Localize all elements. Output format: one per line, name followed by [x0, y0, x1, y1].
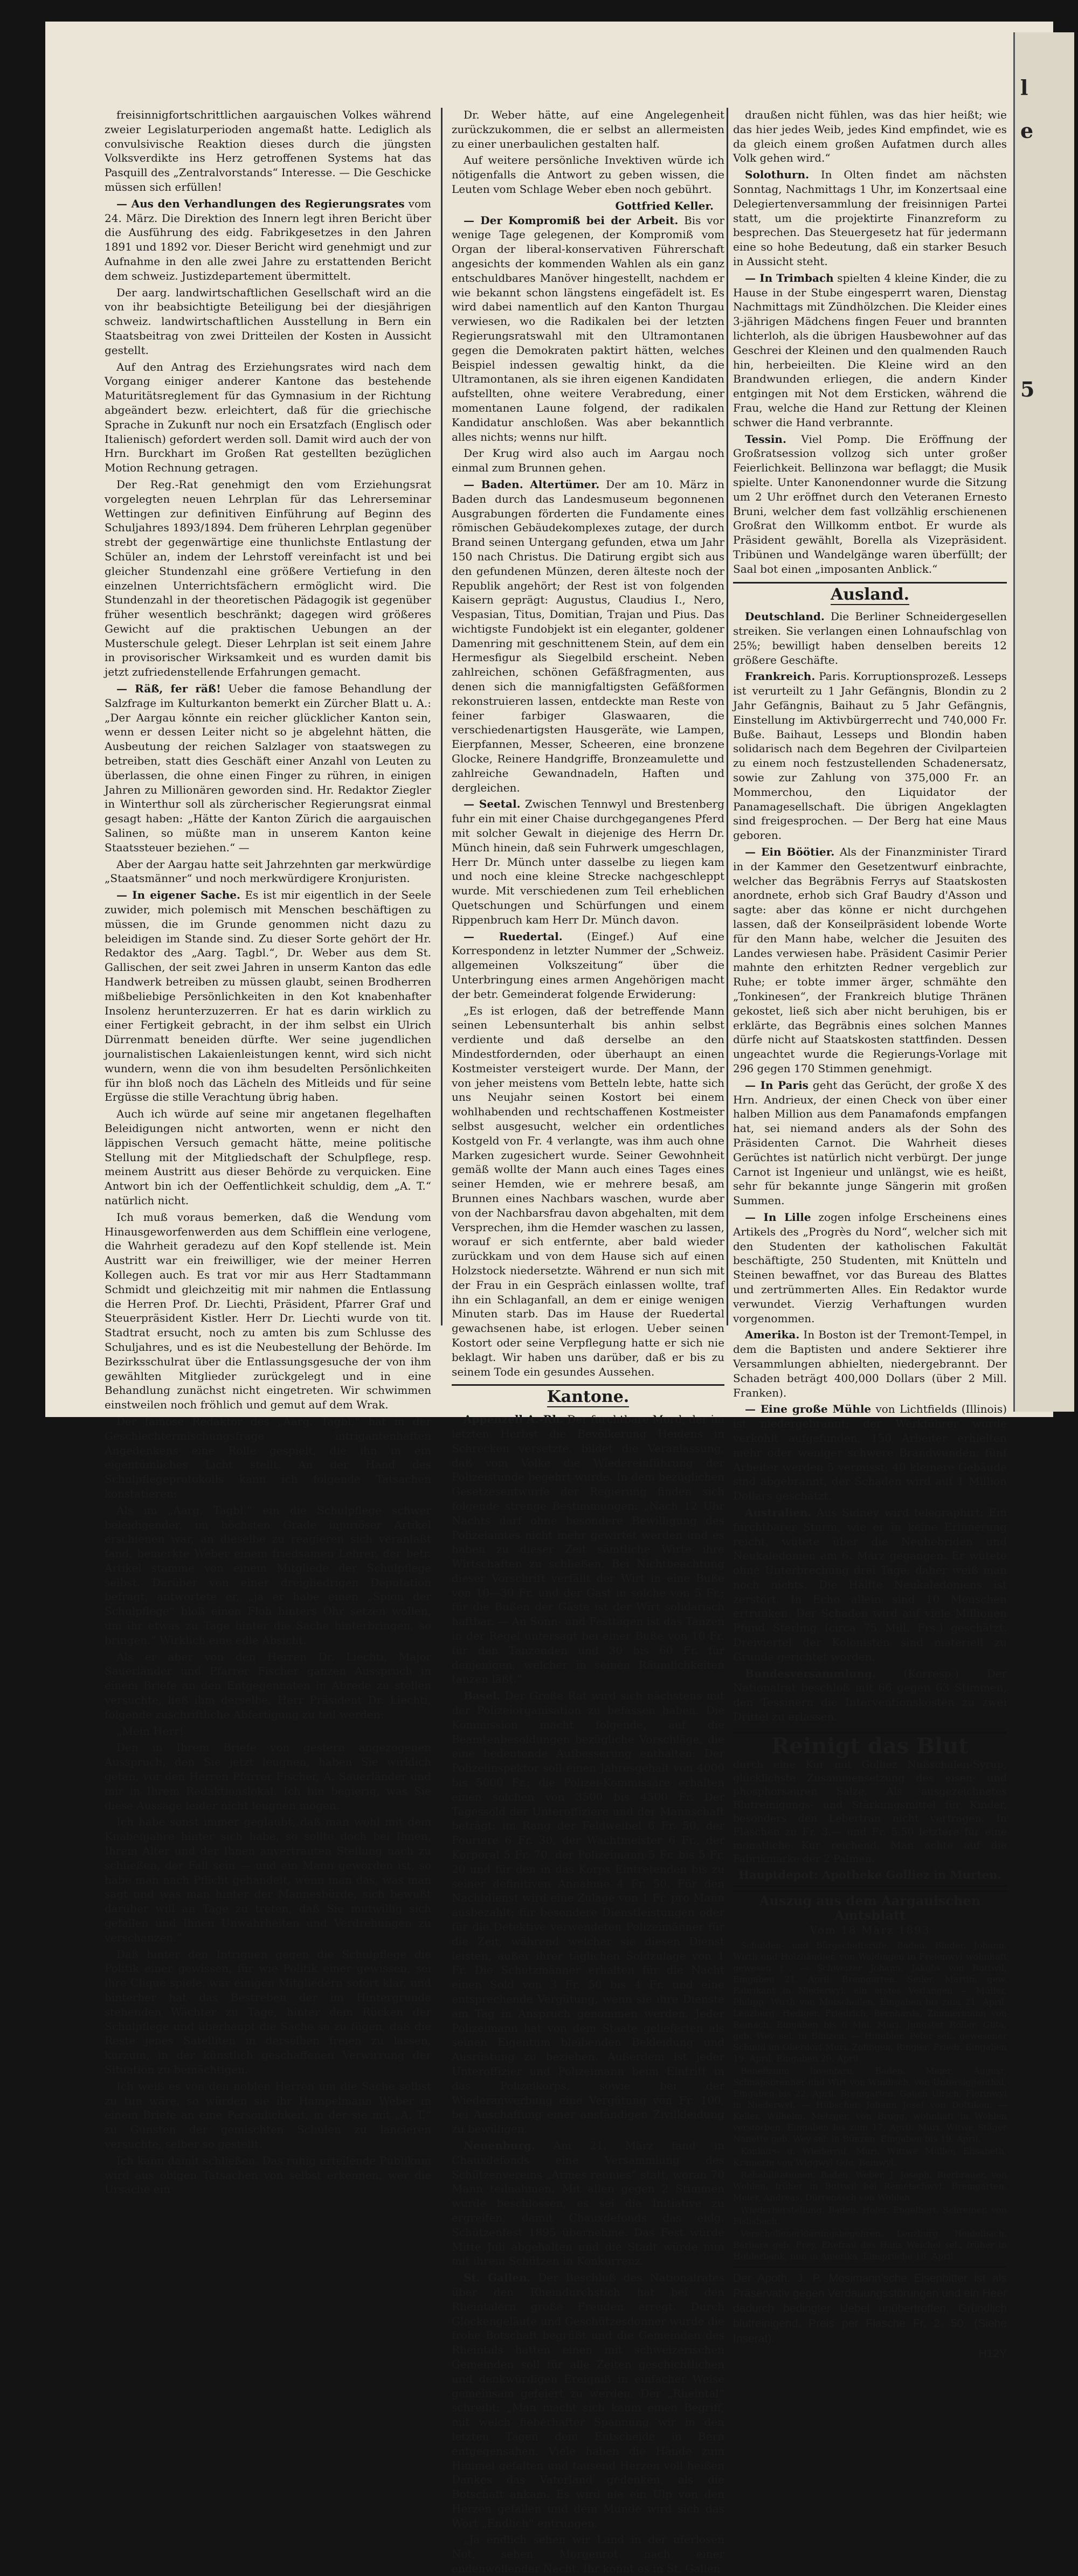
- advertisement-eisenbitter: [733, 2266, 1007, 2362]
- paragraph-lead: Frankreich.: [745, 670, 816, 683]
- paragraph-text: (Korresp.) Der Nationalrat beschloß mit 66 gegen 63 Stimmen, den Tessinern die Interventionskosten zu zwei Drittel zu erlassen.: [733, 1667, 1007, 1724]
- article-paragraph: [452, 477, 724, 795]
- paragraph-text: Der Reg.-Rat genehmigt den vom Erziehungsrat vorgelegten neuen Lehrplan für das Lehrerseminar Wettingen zur definitiven Einführung auf Beginn des Schuljahres 1893/1894. Dem früheren Lehrplan gegenüber strebt der gegenwärtige eine thunlichste Entlastung der Schüler an, indem der Lehrstoff vereinfacht ist und bei gleicher Stundenzahl eine größere Vertiefung in den einzelnen Unterrichtsfächern ermöglicht wird. Die Stundenzahl in der theoretischen Pädagogik ist gegenüber früher wesentlich beschränkt; dagegen wird größeres Gewicht auf die praktischen Uebungen an der Musterschule gelegt. Dieser Lehrplan ist seit einem Jahre in provisorischer Wirksamkeit und es wurden damit bis jetzt zufriedenstellende Erfahrungen gemacht.: [105, 477, 431, 679]
- column-rule: [727, 108, 728, 1325]
- paragraph-lead: — Räß, fer räß!: [116, 682, 221, 696]
- article-paragraph: [452, 446, 724, 475]
- article-paragraph: [105, 360, 431, 475]
- article-paragraph: [733, 432, 1007, 577]
- edge-fragment: 5: [1020, 377, 1035, 401]
- paragraph-text: Dr. Weber hätte, auf eine Angelegenheit zurückzukommen, die er selbst an allermeisten zu einer unerbaulichen gestalten half.: [452, 108, 724, 150]
- article-paragraph: [733, 1667, 1007, 1724]
- paragraph-text: freisinnigfortschrittlichen aargauischen Volkes während zweier Legislaturperioden angemaßt hatte. Lediglich als convulsivische Reaktion dieses durch die jüngsten Volksverdikte ins Herz getroffenen Systems hat das Pasquill des „Zentralvorstands“ Interesse. — Die Geschicke müssen sich erfüllen!: [105, 108, 431, 193]
- article-paragraph: [105, 286, 431, 358]
- paragraph-text: „Ja endlich sehen wir Land in der uferlosen Not, sehen Morgenrot nach einer endenwollender Nacht. Ihr könnt es in St. Gallen: [452, 2533, 724, 2575]
- article-paragraph: [733, 108, 1007, 165]
- article-paragraph: [105, 1740, 431, 1813]
- article-paragraph: [105, 888, 431, 1105]
- amtsblatt-entry: Rehabilitationen. Baden. Weber, J. Joseph, Bierbrauer, von Wohlen, früher in Buttwil bei Remetschwyl. Bremgarten. Meier, Andreas, Dürrenäsch von Wohlen.: [733, 2169, 1007, 2203]
- article-paragraph: [452, 1412, 724, 1686]
- paragraph-lead: — Der Kompromiß bei der Arbeit.: [464, 213, 679, 227]
- paragraph-text: (Eingef.) Auf eine Korrespondenz in letzter Nummer der „Schweiz. allgemeinen Volkszeitung“ über die Unterbringung eines armen Angehörigen macht der betr. Gemeinderat folgende Erwiderung:: [452, 929, 725, 1001]
- article-paragraph: [105, 1503, 431, 1648]
- ad-code: H12Y: [978, 2347, 1007, 2360]
- column-1: [105, 108, 431, 2196]
- paragraph-text: Die Berliner Schneidergesellen streiken. Sie verlangen einen Lohnaufschlag von 25%; bewilligt haben denselben bereits 12 größere Geschäfte.: [733, 610, 1007, 666]
- paragraph-lead: Australien.: [745, 1505, 812, 1519]
- article-paragraph: [452, 2138, 724, 2268]
- amtsblatt-entry: Benefizium Inventarii. Baden. Meier, August, Schnapsbrenner und Wirt von Windisch, von Untersiggenthal, Eingaben bis 22. April. Bremgarten. Gauch Ulrich, Florinwyl in Niederwyl. — Hübscher, Johann Josef von Dottikon. — Keller, Wilhelm, Metzger, von Brugg, wohnhaft in Wohlen verstorben. Eingaben bis zum 17. April. Muri. Witwe Stäger Nanette geb. Wey sel. in Bünzen. Eingaben bis 19. April.: [733, 2065, 1007, 2144]
- paragraph-text: Der aarg. landwirtschaftlichen Gesellschaft wird an die von ihr beabsichtigte Beteiligung bei der diesjährigen schweiz. landwirtschaftlichen Ausstellung in Bern ein Staatsbeitrag von zwei Dritteilen der Kosten in Aussicht gestellt.: [105, 286, 431, 357]
- paragraph-text: zogen infolge Erscheinens eines Artikels des „Progrès du Nord“, welcher sich mit den Studenten der katholischen Fakultät beschäftigte, 250 Studenten, mit Knütteln und Steinen bewaffnet, vor das Bureau des Blattes und zertrümmerten Alles. Ein Redaktor wurde verwundet. Vierzig Verhaftungen wurden vorgenommen.: [733, 1210, 1007, 1325]
- column-rule: [441, 108, 443, 1325]
- paragraph-text: Ich habe sonst immer geglaubt, daß man wohl mit dem Knabenjahre hinter sich habe, so sollte doch bei Ihnen, Ihrem Alter und der Ihnen anvertrauten Stellung nach zu schließen, der Fall sein — und ein Mann geworden ist, so habe man nach Pflicht gehandelt, wenn man das, was man sagt und was man hinter der Mannesbürde, sich bewußt darüber will an Tage zu treten, daß Sie mutwillig sich gefallen und Ihnen Unwahrheiten und Verdrehungen zu verschanzen.“: [105, 1815, 431, 1944]
- article-paragraph: [105, 1947, 431, 2077]
- article-paragraph: [733, 609, 1007, 667]
- paragraph-lead: — Baden. Altertümer.: [464, 477, 600, 491]
- paragraph-text: Der am 10. März in Baden durch das Landesmuseum begonnenen Ausgrabungen förderten die Fundamente eines römischen Gebäudekomplexes zutage, der durch Brand seinen Untergang gefunden, etwa um Jahr 150 nach Christus. Die Datirung ergibt sich aus den gefundenen Münzen, deren älteste noch der Republik angehört; der Rest ist von folgenden Kaisern geprägt: Augustus, Claudius I., Nero, Vespasian, Titus, Domitian, Trajan und Pius. Das wichtigste Fundobjekt ist ein eleganter, goldener Damenring mit geschnittenem Stein, auf dem ein Hermesfigur als Siegelbild erscheint. Neben zahlreichen, schönen Gefäßfragmenten, aus denen sich die mannigfaltigsten Gefäßformen rekonstruieren lassen, entdeckte man Reste von feiner farbiger Glaswaaren, die verschiedenartigsten Hausgeräte, wie Lampen, Eierpfannen, Messer, Scheeren, eine bronzene Glocke, Reinere Handgriffe, Bronzeamulette und zahlreiche Gewandnadeln, Haften und dergleichen.: [452, 477, 724, 794]
- paragraph-lead: — Ein Böötier.: [745, 845, 835, 859]
- article-paragraph: [733, 1402, 1007, 1503]
- article-paragraph: [105, 1107, 431, 1208]
- amtsblatt-entry: Wiederherstellung. Baden. Hofer, Engelbert, Schreiner, von Fislisbach.: [733, 2204, 1007, 2226]
- paragraph-text: Aber der Aargau hatte seit Jahrzehnten gar merkwürdige „Staatsmänner“ und noch merkwürdigere Kronjuristen.: [105, 857, 431, 885]
- article-paragraph: [105, 1414, 431, 1501]
- article-paragraph: [105, 1724, 431, 1739]
- paragraph-text: Zwischen Tennwyl und Brestenberg fuhr ein mit einer Chaise durchgegangenes Pferd mit solcher Gewalt in diejenige des Herrn Dr. Münch hinein, daß sein Fuhrwerk umgeschlagen, Herr Dr. Münch unter dasselbe zu liegen kam und noch eine kleine Strecke nachgeschleppt wurde. Mit verschiedenen zum Teil erheblichen Quetschungen und Schürfungen und einem Rippenbruch kam Herr Dr. Münch davon.: [452, 797, 725, 926]
- paragraph-text: Es ist mir eigentlich in der Seele zuwider, mich polemisch mit Menschen beschäftigen zu müssen, die im Grunde genommen nicht dazu zu beleidigen im Stande sind. Zu dieser Sorte gehört der Hr. Redaktor des „Aarg. Tagbl.“, Dr. Weber aus dem St. Gallischen, der seit zwei Jahren in unserm Kanton das edle Handwerk betreiben zu müssen glaubt, seinen Brodherren mißbeliebige Persönlichkeiten in den Kot knabenhafter Insolenz herunterzuzerren. Er hat es darin wirklich zu einer Fertigkeit gebracht, in der ihm selbst ein Ulrich Dürrenmatt beneiden dürfte. Wer seine jugendlichen journalistischen Lakaienleistungen kennt, wird sich nicht wundern, wenn die von ihm besudelten Persönlichkeiten für ihn bloß noch das Lächeln des Mitleids und für seine Ergüsse die stille Verachtung übrig haben.: [105, 888, 431, 1104]
- paragraph-lead: — In Paris: [745, 1078, 808, 1092]
- paragraph-text: Auf weitere persönliche Invektiven würde ich nötigenfalls die Antwort zu geben wissen, die Leuten vom Schlage Weber eben noch gebührt.: [452, 154, 724, 196]
- paragraph-text: Als er aber von den Herren Dr. Liechti, Major Sauerländer und Pfarrer Fischer ganzen Ausspruch in einem Briefe an den Entgegennaten in Abrede zu stellen versuchte, ließ ihm derselbe, Herr Präsident Dr. Liechti, folgende zuschriftliche Abfertigung zu teil werden:: [105, 1650, 431, 1721]
- article-paragraph: [105, 2154, 431, 2197]
- article-paragraph: [105, 1815, 431, 1945]
- article-paragraph: [105, 197, 431, 283]
- paragraph-lead: Solothurn.: [745, 168, 810, 182]
- article-paragraph: [733, 168, 1007, 269]
- paragraph-lead: Basel.: [464, 1689, 501, 1703]
- amtsblatt-body: [733, 1940, 1007, 2262]
- amtsblatt-entry: Verschollenerklärungsbegehren. Lenzburg. Heidelbach, Barbara geb. Frey, Ehefrau des Hans Weichel sel., früher in Holderbank, nun in Amerika. Einsprüche 18. April.: [733, 2228, 1007, 2261]
- section-heading-kantone: Kantone.: [452, 1384, 724, 1408]
- paragraph-text: Bis vor wenige Tage gelegenen, der Kompromiß vom Organ der liberal-konservativen Führerschaft angesichts der kommenden Wahlen als ein ganz entschuldbares Manöver hingestellt, nachdem er wie bekannt schon längstens eingefädelt ist. Es wird dabei namentlich auf den Kanton Thurgau verwiesen, wo die Radikalen bei der letzten Regierungsratswahl mit den Ultramontanen gegen die Demokraten paktirt hätten, welches Beispiel indessen gewaltig hinkt, da die Ultramontanen, als sie ihren eigenen Kandidaten aufstellten, ohne weitere Verabredung, einer momentanen Laune folgend, der radikalen Kandidatur anschloßen. Was aber bekanntlich alles nichts; wenns nur hilft.: [452, 213, 724, 443]
- article-signature: Gottfried Keller.: [615, 199, 714, 212]
- paragraph-text: Als im „Aarg. Tagbl.“ ein die Schulpflege schwer beleidigender, im höchsten Grade injuriöser Artikel erschienen war, an dieselbe zu reagieren sich veranlaßt fand, bemerkte Weber einem friedsamen Lehrer, der betr. Artikel stamme von einem Mitgliede der Schulpflege selbst. Darüber von einer dreigliedrigen Deputation befragt, antwortete er, „ja er habe einen „Spion der Schulpflege“ bloß einen Floh hinters Ohr setzen wollen, um ihr etwas zu Tage hinter die Sache hinterbringen, so bringen.“ Wirklich eine edle Absicht.: [105, 1503, 431, 1647]
- article-paragraph: [733, 1505, 1007, 1664]
- article-paragraph: [452, 213, 724, 445]
- edge-fragment: l: [1020, 75, 1028, 100]
- article-paragraph: [452, 1689, 724, 2136]
- amtsblatt-entry: Konkurs- u. Wiederruf. Muri. Wittwe Müller, Elisabeth, Krämerin von Wiggwyl Gde. Beinwyl.: [733, 2145, 1007, 2168]
- paragraph-text: Der Beschluß des Nationalrates über den Rheindurchstich hat bei den Rheintalern große Freuden erregt. Durch Glockengeläute und Geschützesdonner wurde die frohe Botschaft begrüßt und die Gemeinden des Rheintals hatten einen mit schweizerischen Gemeinden soll für alle Zeiten geschichtlichen und denkwürdigen Ereigniß in einfacher Weise gemeinsam gefeiert zu werden. Der „Rheintal“ schreibt: „Man macht sich kaum einen Begriff, mit welch fieberhafter Spannung wir in den letzten Tagen dem Entscheide in Bern entgegensahen. Viele haben die Hände zum Himmel gefalten und tausend Herzen voll heißen Dankes das Vaterland gedenken, als die Botschaft ankam. Es wird nie ein Ulp von den Herzen gefallen und dem Munde wird sich das Wort „Endlich“ entrungen.: [452, 2271, 725, 2530]
- paragraph-text: spielten 4 kleine Kinder, die zu Hause in der Stube eingesperrt waren, Dienstag Nachmittags mit Zündhölzchen. Die Kleider eines 3-jährigen Mädchens fingen Feuer und brannten lichterloh, als die übrigen Hausbewohner auf das Geschrei der Kleinen und den qualmenden Rauch hin, herbeieilten. Die Kleine wird an den Brandwunden erliegen, die andern Kinder entgingen mit Not dem Ersticken, während die Frau, welche die Hand zur Rettung der Kleinen schwer die Hand verbrannte.: [733, 271, 1007, 429]
- paragraph-text: Auf den Antrag des Erziehungsrates wird nach dem Vorgang einiger anderer Kantone das bestehende Maturitätsreglement für das Gymnasium in der Richtung abgeändert bezw. erleichtert, daß für die griechische Sprache in Zukunft nur noch ein Ersatzfach (Englisch oder Italienisch) gefordert werden soll. Damit wird auch der von Hrn. Burckhart im Großen Rat gestellten bezüglichen Motion Rechnung getragen.: [105, 360, 431, 475]
- paragraph-text: Paris. Korruptionsprozeß. Lesseps ist verurteilt zu 1 Jahr Gefängnis, Blondin zu 2 Jahr Gefängnis, Baihaut zu 5 Jahr Gefängnis, Einstellung im Aktivbürgerrecht und 740,000 Fr. Buße. Baihaut, Lesseps und Blondin haben solidarisch nach dem Begehren der Civilparteien zu einem noch festzustellenden Schadenersatz, sowie zur Zahlung von 375,000 Fr. an Mommerchou, den Liquidator der Panamagesellschaft. Die übrigen Angeklagten sind freigesprochen. — Der Berg hat eine Maus geboren.: [733, 670, 1007, 842]
- adjacent-page-edge: [1013, 32, 1074, 1412]
- paragraph-text: Der famose Redaktor des „Aarg. Tagbl.“ hat in der Geschlechtermischungsfrage intrigantenhaften Angedenkens eine Rolle gespielt, die ihn in ein eigentümliches Licht stellt. An der Hand des Schulpflegeprotokolls kann ich folgende Tatsachen konstatieren:: [105, 1414, 431, 1500]
- paragraph-text: In Olten findet am nächsten Sonntag, Nachmittags 1 Uhr, im Konzertsaal eine Delegiertenversammlung der freisinnigen Partei statt, um die projektirte Finanzreform zu besprechen. Das Steuergesetz hat für jedermann eine so hohe Bedeutung, daß ein starker Besuch in Aussicht steht.: [733, 168, 1007, 268]
- article-paragraph: [733, 669, 1007, 843]
- paragraph-lead: Neuenburg.: [464, 2138, 535, 2152]
- paragraph-text: „Es ist erlogen, daß der betreffende Mann seinen Lebensunterhalt bis anhin selbst verdiente und daß derselbe an den Mindestfordernden, oder überhaupt an einen Kostmeister versteigert wurde. Der Mann, der von jeher meistens vom Betteln lebte, hatte sich uns Neujahr seinen Kostort bei einem wohlhabenden und rechtschaffenen Kostmeister selbst ausgesucht, welcher ein ordentliches Kostgeld von Fr. 4 verlangte, was ihm auch ohne Marken zugesichert wurde. Seiner Gewohnheit gemäß wollte der Mann auch eines Tages eines seiner Hemden, wie er mehrere besaß, am Brunnen eines Nachbars waschen, wurde aber von der Nachbarsfrau davon abgehalten, mit dem Versprechen, ihm die Hemder waschen zu lassen, worauf er sich entfernte, aber bald wieder zurückkam und von dem Hause sich auf einen Holzstock niedersetzte. Während er nun sich mit der Frau in ein Gespräch einlassen wollte, traf ihn ein Schlaganfall, an dem er einige wenigen Minuten starb. Das im Hause der Ruedertal gewachsenen habe, ist erlogen. Ueber seinen Kostort oder seine Verpflegung hatte er sich nie beklagt. Wir haben uns darüber, daß er bis zu seinem Tode ein gesundes Aussehen.: [452, 1004, 725, 1378]
- amtsblatt-date: Vom 18 März 1893: [810, 1924, 930, 1937]
- article-paragraph: [452, 797, 724, 927]
- paragraph-lead: Amerika.: [745, 1328, 800, 1342]
- paragraph-text: Der furchtbare Mord, der im letzten Herbst die Bevölkerung Heidens in Schrecken versetzte, bildet die Veranlassung, daß vom Volke die Wiedereinführung der Polizeistunde begehrt wurde. In dem bezüglichen Gesetzesentwurfe der Regierung finden sich folgende strenge Bestimmungen: „Nach 12 Uhr Nachts darf ohne besondere Bewilligung des Polizeiamtes nicht mehr gewirtet werden und es haben zu dieser Zeit sämtliche Wirte ihre Wirtschaften zu schließen. Bei Nichtbeachtung dieser Vorschrift verfällt der Wirt in eine Buße von 10—30 Fr. und der Gast in solche von 5 Fr.; für die Bußen der Gäste ist der Wirt solidarisch haftbar. — An Sonn- und Festtagen ist das Tanzen in der Regel untersagt bei einer Buße von 10 Fr. für den Tanzenden und 30 bis 60 Fr. für denjenigen, welcher in seinen Räumlichkeiten tanzen läßt.“: [452, 1413, 725, 1686]
- article-paragraph: [105, 108, 431, 195]
- paragraph-lead: Appenzell A.-Rh.: [464, 1413, 564, 1426]
- article-paragraph: [105, 857, 431, 886]
- paragraph-text: Am 21. März fand in Chauxdefonds eine Versammlung des Schützenvereins „Armes reunies“ statt, woran 70 Mann teilnahmen. Mit allen gegen 2 Stimmen wurde beschlossen, es sei die Initiative zu ergreifen, damit Chauxdefonds das eidg. Schützenfest 1895 übernehme. Das Fest würde Mitte Juli abgehalten und die Stadt würde nun mit ihrem Schützen in Konkurrenz.: [452, 2138, 724, 2268]
- paragraph-text: Viel Pomp. Die Eröffnung der Großratsession vollzog sich unter großer Feierlichkeit. Bellinzona war beflaggt; die Musik spielte. Unter Kanonendonner wurde die Sitzung um 2 Uhr eröffnet durch den Veteranen Ernesto Bruni, welcher dem fast vollzählig erschienenen Großrat den Willkomm entbot. Er wurde als Präsident gewählt, Borella als Vizepräsident. Tribünen und Wandelgänge waren überfüllt; der Saal bot einen „imposanten Anblick.“: [733, 432, 1007, 575]
- section-heading-ausland: Ausland.: [733, 582, 1007, 606]
- paragraph-lead: Tessin.: [745, 432, 786, 446]
- paragraph-text: Ich kann damit schließen. Das ruhig urteilende Publikum wird aus obigen Tatsachen von selbst erkennen, wer die Ursache ein: [105, 2154, 431, 2196]
- advertisement-golliez: [733, 1732, 1007, 1887]
- column-2: [452, 108, 725, 2575]
- article-paragraph: [452, 108, 724, 151]
- paragraph-text: Den in Ihrem Briefe von gestern angezogenen Ausspruch, den Sie jetzt leugnen, haben Sie wirklich getan, vor den Herren Pfarrer Fischer, A. Sauerländer und mir in Ihrem Redaktionslokal. Ich bin begierig, was Sie diese Aussage leider nicht leugnen mögen.: [105, 1741, 431, 1812]
- paragraph-lead: — In Trimbach: [745, 271, 834, 284]
- article-paragraph: [105, 1650, 431, 1722]
- article-paragraph: [733, 1328, 1007, 1400]
- article-paragraph: [452, 2532, 724, 2575]
- article-paragraph: [452, 1004, 724, 1379]
- ad-eisenbitter-text: Der Apoth. J. P. Mosimann'sche Eisenbitter ist als Präservativ gegen Verdauungsstörungen und ein Heer dadurch bedingter Uebel unübertroffen. Gründlich blutreinigend. Preis per Flasche Fr. 2. 50. (Siehe Inserat).: [733, 2272, 1007, 2345]
- article-paragraph: [733, 1078, 1007, 1208]
- amtsblatt-title: Auszug aus dem Aargauischen Amtsblatt: [759, 1893, 981, 1924]
- article-paragraph: [452, 2271, 724, 2530]
- amtsblatt-excerpt: [733, 1890, 1007, 2261]
- paragraph-text: draußen nicht fühlen, was das hier heißt; wie das hier jedes Weib, jedes Kind empfindet, wie es da gleich einem großen Aufatmen durch alles Volk gehen wird.“: [733, 108, 1007, 165]
- ad-depot: Hauptdepot: Apotheke Golliez in Murten.: [738, 1867, 1001, 1881]
- article-paragraph: [105, 2079, 431, 2151]
- article-paragraph: [733, 845, 1007, 1076]
- column-3: [733, 108, 1007, 2360]
- paragraph-text: „Mein Herr!: [116, 1724, 184, 1738]
- paragraph-text: vom 24. März. Die Direktion des Innern legt ihren Bericht über die Ausführung des eidg. Fabrikgesetzes in den Jahren 1891 und 1892 vor. Dieser Bericht wird genehmigt und zur Aufnahme in den alle zwei Jahre zu erstattenden Bericht dem schweiz. Justizdepartement übermittelt.: [105, 197, 431, 282]
- paragraph-lead: Deutschland.: [745, 610, 825, 623]
- newspaper-page: [45, 22, 1053, 2575]
- edge-fragment: e: [1020, 119, 1034, 143]
- paragraph-lead: — Aus den Verhandlungen des Regierungsrates: [116, 197, 405, 210]
- paragraph-lead: — Seetal.: [464, 797, 521, 811]
- paragraph-lead: — In Lille: [745, 1210, 811, 1224]
- paragraph-text: Der Krug wird also auch im Aargau noch einmal zum Brunnen gehen.: [452, 447, 724, 475]
- paragraph-text: Ueber die famose Behandlung der Salzfrage im Kulturkanton bemerkt ein Zürcher Blatt u. A.: „Der Aargau könnte ein reicher glücklicher Kanton sein, wenn er dessen Leiter nicht so je abgelehnt hätten, die Ausbeutung der reichen Salzlager von staatswegen zu betreiben, statt dies Geschäft einer Anzahl von Leuten zu überlassen, die ohne einen Finger zu rühren, in einigen Jahren zu Millionären geworden sind. Hr. Redaktor Ziegler in Winterthur soll als zürcherischer Regierungsrat einmal gesagt haben: „Hätte der Kanton Zürich die aargauischen Salinen, so müßte man in unserem Kanton keine Staatssteuer beziehen.“ —: [105, 682, 431, 854]
- article-paragraph: [452, 929, 724, 1002]
- article-paragraph: [452, 153, 724, 196]
- paragraph-lead: — Ruedertal.: [464, 929, 563, 943]
- paragraph-lead: Bundesversammlung.: [745, 1667, 876, 1680]
- paragraph-text: Der Große Rat wird sich nächstens mit der Polizeiorganisation zu befassen haben. Die Kommission macht folgende, auf die Beamtenbesoldungen bezügliche Vorschläge, die eine bedeutende Aufbesserung enthalten: Der Polizeiinspektor soll einen Jahresgehalt von 4000 bis 5000 Fr.; die Polizei-Kommissäre erhalten einen solchen von 3500 bis 4500 Fr. Der Tagessold der Unteroffiziere und der Mannschaft beträgt: im Rang der Feldweibel 6 Fr. 50, der Fouriere 6 Fr. 30, der Wachtmeister 6 Fr., der Korporal 5 Fr. 70, der Polizeimann 5 Fr. bis 5 Fr. 20 und für den in das Korps Eintretenden bis zu seiner definitiven Annahme 4 Fr. 50. Für den Nachtdienst wird eine Zulage von 1 Fr. pro Mann ausbezahlt; für besondere Dienstleistungen oder für die Detektive verwendeten Polizeimänner für die Zeit, während welcher sie diesen Dienst leisten, außer ihrer täglichen Soldzulage von 1 Fr. Die Schutzmänner erhalten für die Nacht einen Sold von 3 Fr. 50 bis 4 Fr. und eine entsprechende Vergütung, wenn sie ihre Dienste am Tag in Anspruch genommen werden. Jeder Polizeimann hat von dem Staate gelieferten als seinen Eigentum bleibenden Bekleidung und Ausrüstung zu beziehen. Außerdem ist jeder Unteroffizier und Polizeimann beim Eintritt in das Polizeikorps, sowie bei der Wiederanwerbung eine Vergütung von Fr. 100, bei Anschaffung einer anständigen Zivilkleidung zu bewilligen.: [452, 1689, 724, 2136]
- paragraph-text: Aus Sidney wird telegraphirt: Ein furchtbarer Sturm, wie er in keine Erinnerung reicht, wütete über die Neuhebriden und Neukaledonien am 6. März gegangen. Er wütete ohne Unterbrechung drei Tage; daher weiß man noch nichts. Die Hälfte Neukaledoniens ist zerstört. In Echo allein sind 10 Menschen ertrunken. Der Schaden wird auf viele Millionen Pfund Sterling (circa 75 Mill. Frs.) geschätzt. Dreiviertel der Kolonisten sind materiell zu Grunde gerichtet worden.: [733, 1505, 1007, 1663]
- paragraph-lead: St. Gallen.: [464, 2271, 531, 2285]
- paragraph-text: geht das Gerücht, der große X des Hrn. Andrieux, der einen Check von über einer halben Million aus dem Panamafonds empfangen hat, sei niemand anders als der Sohn des Präsidenten Carnot. Die Wahrheit dieses Gerüchtes ist natürlich nicht verbürgt. Der junge Carnot ist Ingenieur und unlängst, wie es heißt, sehr für bekannte junge Sängerin mit großen Summen.: [733, 1078, 1007, 1207]
- paragraph-lead: — In eigener Sache.: [116, 888, 240, 902]
- paragraph-lead: — Eine große Mühle: [745, 1402, 872, 1416]
- paragraph-text: Daß hinter den Intriguen gegen die Schulpflege die Politik einer gewissen, für wie Politik einer gewissen, sei ihre Clique spiele, war einigen Mitgliedern sofort klar, und hinterher hat das Bestreben der im Hintergrunde stehenden Wächter zu Tage, hinter dem Rücken der Schulpflege und überhaupt die Sache so zu fügen, daß die Reste jenes Satelliten in derselben freien zu lassen, kurzum, in der künstlich geschaffenen Verwirrung der Situation zu bemächtigen.: [105, 1947, 431, 2076]
- paragraph-text: Auch ich würde auf seine mir angetanen flegelhaften Beleidigungen nicht antworten, wenn er nicht den läppischen Versuch gemacht hätte, meine politische Stellung mit der Mitgliedschaft der Schulpflege, resp. meinem Austritt aus dieser Behörde zu verquicken. Eine Antwort bin ich der Oeffentlichkeit schuldig, dem „A. T.“ natürlich nicht.: [105, 1107, 431, 1207]
- ad-title: Reinigt das Blut: [771, 1733, 969, 1759]
- amtsblatt-entry: Schulden- und Bürgschaftsrufe. Baden. Binder, Johann, Wirth und Holzhändler, von Waldingen in Freienwyl wohnhaft gewesen †. — Schweizer Johann, Jakobs von Buttwil, Eingaben 21. April. Bremgarten. Seiler, Martin, gew. Fabrikant in Niederwyl; ein erstes Verlangen — Müller, Philipp, Wirth von Mutschellen. Eingaben bis zum 21. April. Lenzburg. Hediger, Friedrich, Bernhards, Zimmermann von Reinach. Eingaben bis 6 Mai. Muri. Jungster Röller, Gilta, geb. Wey sel. in Bünzen. — Humbler, Peter sel., gewesener Schmid im Oberdorf Muri. Zofingen, Ringier, Friedr. Eingaben 19. April. Eingaben 29. April.: [733, 1940, 1007, 2064]
- article-paragraph: [733, 1210, 1007, 1325]
- paragraph-text: von Lichtfields (Illinois) ist niedergebrannt; der Werkführer wurde verkohlt aufgefunden, 150 Arbeiter erhielten mehr oder weniger schwere Brandwunden; fünf Arbeiter werden 5 vermisst; 40 kleinere Gebäude sind abgebrannt, der Schaden wird auf 1 Million Dollars geschätzt.: [733, 1402, 1007, 1503]
- article-paragraph: [105, 477, 431, 679]
- article-paragraph: [105, 682, 431, 855]
- article-paragraph: [105, 1210, 431, 1412]
- paragraph-text: Als der Finanzminister Tirard in der Kammer den Gesetzentwurf einbrachte, welcher das Begräbnis Ferrys auf Staatskosten anordnete, erhob sich Graf Baudry d'Asson und sagte: aber das könne er nicht durchgehen lassen, daß der Konseilpräsident lobende Worte für den Mann habe, welcher die Jesuiten des Landes verwiesen habe. Präsident Casimir Perier mahnte den erhitzten Redner vergeblich zur Ruhe; er tobte immer ärger, schmähte den „Tonkinesen“, der Frankreich blutige Thränen gekostet, ließ sich aber nicht beruhigen, bis er erklärte, das Begräbnis eines solchen Mannes dürfe nicht auf Staatskosten stattfinden. Dessen ungeachtet wurde die Regierungs-Vorlage mit 296 gegen 170 Stimmen genehmigt.: [733, 845, 1007, 1075]
- article-paragraph: [733, 271, 1007, 430]
- paragraph-text: In Boston ist der Tremont-Tempel, in dem die Baptisten und andere Sektierer ihre Versammlungen abhielten, niedergebrannt. Der Schaden beträgt 400,000 Dollars (über 2 Mill. Franken).: [733, 1328, 1007, 1399]
- paragraph-text: Ich muß voraus bemerken, daß die Wendung vom Hinausgeworfenwerden aus dem Schifflein eine verlogene, die Wahrheit geradezu auf den Kopf stellende ist. Mein Austritt war ein freiwilliger, wie der meiner Herren Kollegen auch. Es trat vor mir aus Herr Stadtammann Schmidt und gleichzeitig mit mir nahmen die Entlassung die Herren Prof. Dr. Liechti, Präsident, Pfarrer Graf und Steuerpräsident Kistler. Herr Dr. Liechti wurde von tit. Stadtrat ersucht, noch zu amten bis zum Schlusse des Schuljahres, und es ist die Neubestellung der Behörde. Im Bezirksschulrat über die Entlassungsgesuche der von ihm gewählten Mitglieder zurückgelegt und in eine Behandlung zunächst nicht eingetreten. Wir schwimmen einstweilen noch fröhlich und gemut auf dem Wrak.: [105, 1210, 431, 1412]
- ad-body: durch eine Kur mit Golliez Nußschalen-Syrup, glücklichste Zusammensetzung des eisen- und phosphorsauren Salze. Als ausgezeichnetes Blutreinigungs- und Stärkungsmittel für Kinder, besonders den Lebertran nicht vertragen. In Flaschen zu Fr. 3.— und Fr. 5.50 letztere für eine monatliche Kur reichend. Man achte auf die Fabrikmarke der 2 Palmen.: [733, 1758, 1007, 1865]
- paragraph-text: Ich weiß es von den noblen Herren um die Sache selbst zu tun wäre, so würden sie ihr Hampelmann Weber in einem Briefe an eine Persönlichkeit, in der sie mit „A. T.“ zu Gunsten der gemischten Schulen zu lancieren versuchte, selber so gestellt.: [105, 2079, 431, 2150]
